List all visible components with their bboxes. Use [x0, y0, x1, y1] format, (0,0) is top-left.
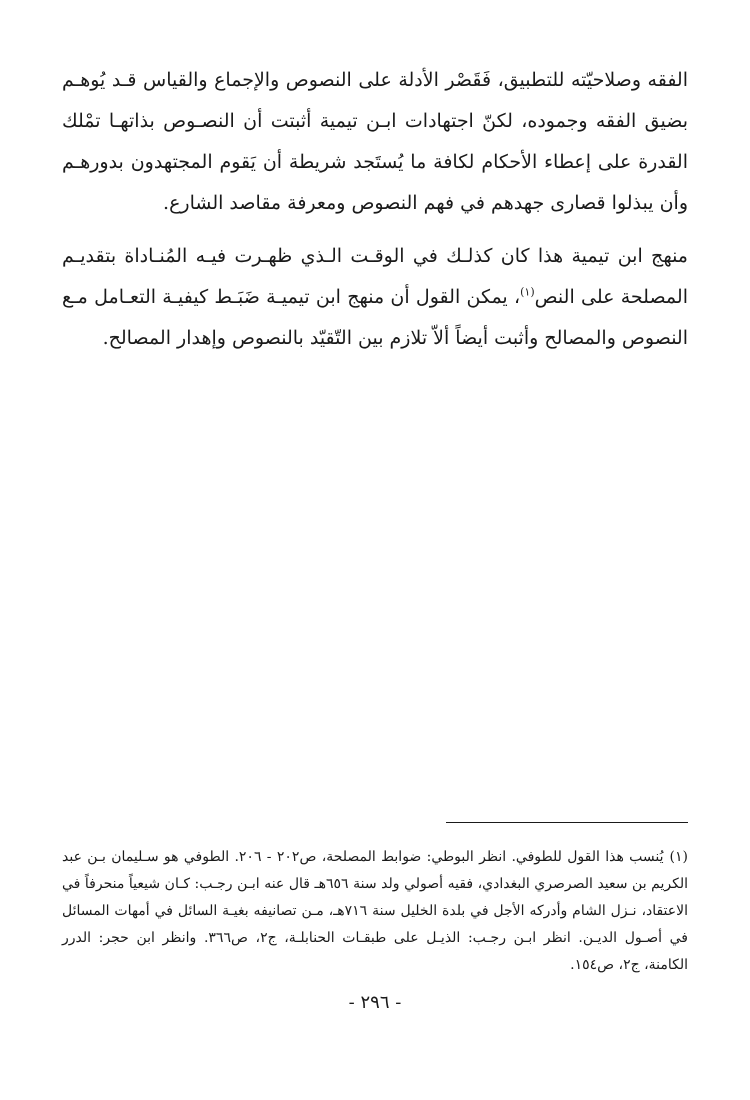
paragraph-2-text-before-ref: منهج ابن تيمية هذا كان كذلـك في الوقـت الـذي ظهـرت فيـه المُنـاداة بتقديـم المصلحة على النص — [62, 245, 688, 308]
footnote-number: (١) — [669, 849, 688, 865]
footnote-separator — [446, 822, 688, 823]
paragraph-2 — [62, 236, 688, 359]
paragraph-1: الفقه وصلاحيّته للتطبيق، فَقَصْر الأدلة على النصوص والإجماع والقياس قـد يُوهـم بضيق الفقه وجموده، لكنّ اجتهادات ابـن تيمية أثبتت أن النصـوص بذاتهـا تمْلك القدرة على إعطاء الأحكام لكافة ما يُستَجد شريطة أن يَقوم المجتهدون بدورهـم وأن يبذلوا قصارى جهدهم في فهم النصوص ومعرفة مقاصد الشارع. — [62, 69, 688, 214]
footnote-text: يُنسب هذا القول للطوفي. انظر البوطي: ضوابط المصلحة، ص٢٠٢ - ٢٠٦. الطوفي هو سـليمان بـن عبد الكريم بن سعيد الصرصري البغدادي، فقيه أصولي ولد سنة ٦٥٦هـ قال عنه ابـن رجـب: كـان شيعياً منحرفاً في الاعتقاد، نـزل الشام وأدركه الأجل في بلدة الخليل سنة ٧١٦هـ، مـن تصانيفه بغيـة السائل في أمهات المسائل في أصـول الديـن. انظر ابـن رجـب: الذيـل على طبقـات الحنابلـة، ج٢، ص٣٦٦. وانظر ابن حجر: الدرر الكامنة، ج٢، ص١٥٤. — [62, 849, 688, 973]
paragraph-2-text-after-ref: ، يمكن القول أن منهج ابن تيميـة ضَبَـط كيفيـة التعـامل مـع النصوص والمصالح وأثبت أيضاً ألاّ تلازم بين التّقيّد بالنصوص وإهدار المصالح. — [62, 286, 688, 349]
main-text — [62, 60, 688, 359]
footnote-reference-1[interactable]: (١) — [520, 285, 535, 299]
page-number: - ٢٩٦ - — [348, 992, 402, 1013]
footnote-1 — [62, 844, 688, 979]
footnotes-section — [62, 844, 688, 979]
document-page — [62, 60, 688, 1060]
